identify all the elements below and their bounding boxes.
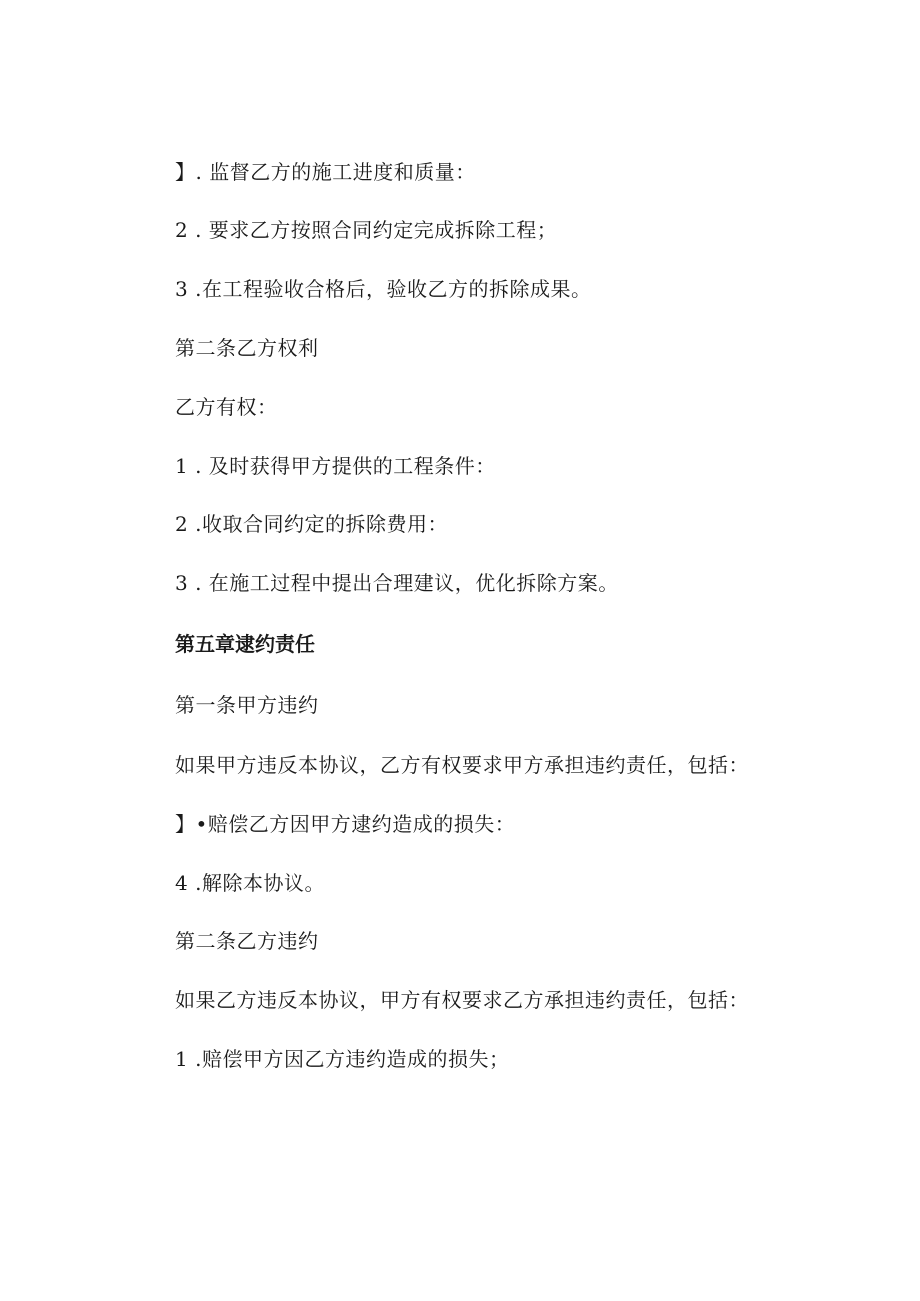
- list-item-terminate-agreement: 4 .解除本协议。: [175, 871, 325, 895]
- list-item-obtain-conditions: 1 . 及时获得甲方提供的工程条件：: [175, 454, 496, 478]
- list-item-require-completion: 2 . 要求乙方按照合同约定完成拆除工程；: [175, 218, 558, 242]
- list-item-accept-results: 3 .在工程验收合格后，验收乙方的拆除成果。: [175, 277, 592, 301]
- paragraph-party-b-entitled: 乙方有权：: [175, 395, 278, 419]
- article-title-party-b-rights: 第二条乙方权利: [175, 336, 319, 360]
- article-title-party-a-breach: 第一条甲方违约: [175, 693, 319, 717]
- list-item-compensate-party-b: 】•赔偿乙方因甲方逮约造成的损失：: [175, 812, 516, 836]
- list-item-collect-fees: 2 .收取合同约定的拆除费用：: [175, 512, 448, 536]
- list-item-compensate-party-a: 1 .赔偿甲方因乙方违约造成的损失；: [175, 1047, 510, 1071]
- chapter-title-breach-liability: 第五章逮约责任: [175, 632, 315, 656]
- paragraph-party-b-breach: 如果乙方违反本协议，甲方有权要求乙方承担违约责任，包括：: [175, 988, 749, 1012]
- list-item-supervise-progress: 】. 监督乙方的施工进度和质量：: [175, 160, 476, 184]
- article-title-party-b-breach: 第二条乙方违约: [175, 929, 319, 953]
- list-item-propose-suggestions: 3 . 在施工过程中提出合理建议，优化拆除方案。: [175, 571, 619, 595]
- paragraph-party-a-breach: 如果甲方违反本协议，乙方有权要求甲方承担违约责任，包括：: [175, 753, 749, 777]
